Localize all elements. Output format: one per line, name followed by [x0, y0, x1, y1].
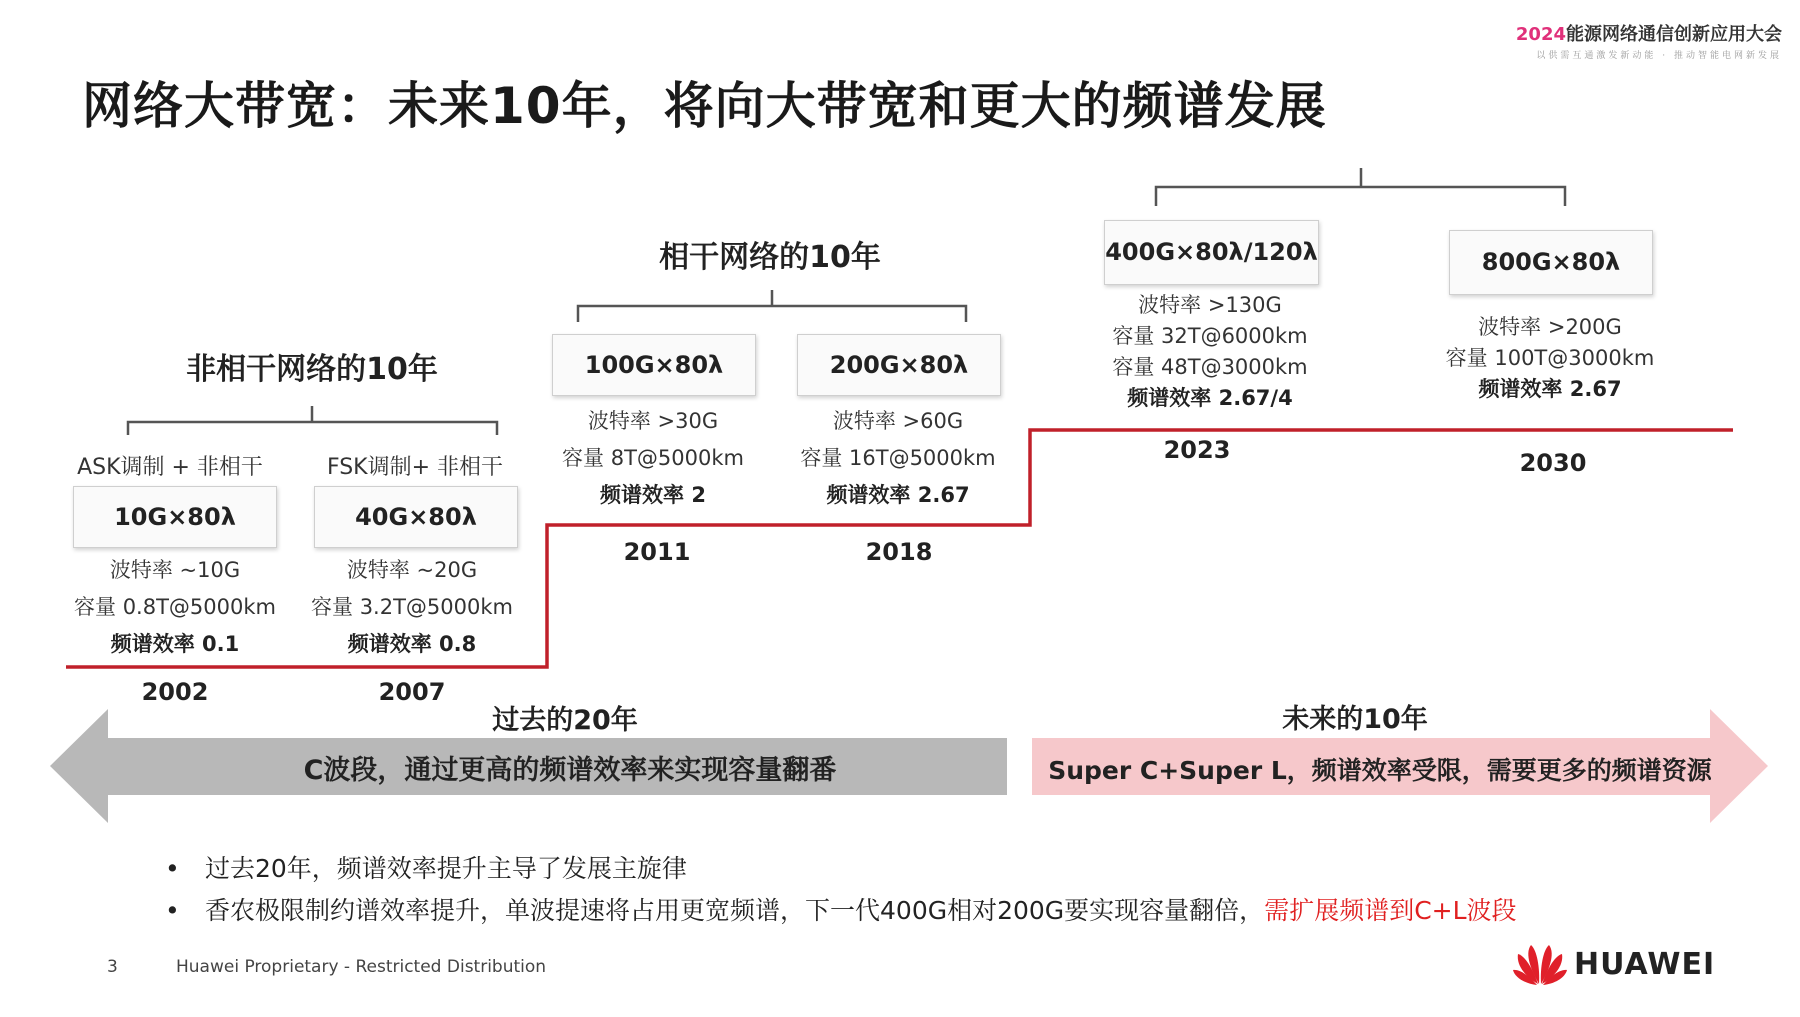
stage-2018-baud: 波特率 >60G	[832, 409, 964, 433]
stage-2030-capacity: 容量 100T@3000km	[1445, 346, 1655, 370]
future-arrow-title: 未来的10年	[1282, 704, 1428, 735]
stage-2018-year: 2018	[865, 538, 933, 566]
stage-2002-year: 2002	[141, 678, 209, 706]
event-year: 2024	[1515, 24, 1566, 45]
stage-2011-baud: 波特率 >30G	[587, 409, 719, 433]
stage-2007-capacity: 容量 3.2T@5000km	[311, 595, 513, 619]
stage-2023-capacity-6000: 容量 32T@6000km	[1112, 324, 1308, 348]
bullet-item: • 香农极限制约谱效率提升，单波提速将占用更宽频谱，下一代400G相对200G要实现容量翻倍，需扩展频谱到C+L波段	[165, 896, 1517, 925]
bullet-item: • 过去20年，频谱效率提升主导了发展主旋律	[165, 854, 687, 883]
stage-2018-efficiency: 频谱效率 2.67	[826, 483, 970, 507]
bullet-text: 香农极限制约谱效率提升，单波提速将占用更宽频谱，下一代400G相对200G要实现容量翻倍，	[205, 896, 1265, 925]
stage-2030-baud: 波特率 >200G	[1478, 315, 1622, 339]
stage-2007-efficiency: 频谱效率 0.8	[347, 632, 477, 656]
footer-note: Huawei Proprietary - Restricted Distribution	[176, 957, 547, 977]
group-label-coherent: 相干网络的10年	[659, 240, 881, 275]
past-arrow-text: C波段，通过更高的频谱效率来实现容量翻番	[303, 755, 837, 786]
huawei-wordmark: HUAWEI	[1574, 946, 1716, 982]
stage-2023-box: 400G×80λ/120λ	[1104, 220, 1319, 285]
bracket-coherent	[578, 290, 966, 322]
stage-2002-modulation: ASK调制 + 非相干	[77, 455, 263, 480]
bullet-highlight: 需扩展频谱到C+L波段	[1264, 896, 1517, 925]
stage-2030-box: 800G×80λ	[1449, 230, 1653, 295]
stage-2007-modulation: FSK调制+ 非相干	[326, 455, 504, 480]
event-tagline: 以供需互通激发新动能 · 推动智能电网新发展	[1536, 51, 1782, 61]
bullet-list	[165, 848, 1517, 932]
huawei-logo	[1512, 942, 1715, 986]
stage-2011-efficiency: 频谱效率 2	[600, 483, 706, 507]
stage-2002-info	[50, 552, 300, 663]
stage-2002-capacity: 容量 0.8T@5000km	[74, 595, 276, 619]
page-title: 网络大带宽：未来10年，将向大带宽和更大的频谱发展	[82, 77, 1327, 135]
stage-2007-info	[287, 552, 537, 663]
future-arrow-text: Super C+Super L，频谱效率受限，需要更多的频谱资源	[1048, 756, 1712, 785]
past-arrow-title: 过去的20年	[492, 705, 638, 736]
stage-2007-year: 2007	[378, 678, 446, 706]
stage-2011-year: 2011	[623, 538, 691, 566]
page-number: 3	[107, 957, 118, 977]
stage-2018-info	[773, 403, 1023, 514]
stage-2023-efficiency: 频谱效率 2.67/4	[1127, 386, 1293, 410]
stage-2011-info	[528, 403, 778, 514]
huawei-petal-icon	[1512, 942, 1568, 986]
bullet-text: 过去20年，频谱效率提升主导了发展主旋律	[205, 854, 687, 883]
stage-2018-capacity: 容量 16T@5000km	[800, 446, 996, 470]
group-label-noncoherent: 非相干网络的10年	[186, 352, 438, 387]
stage-2002-baud: 波特率 ~10G	[109, 558, 241, 582]
stage-2007-baud: 波特率 ~20G	[346, 558, 478, 582]
stage-2011-box: 100G×80λ	[552, 334, 756, 396]
stage-2002-box: 10G×80λ	[73, 486, 277, 548]
stage-2023-info	[1080, 290, 1340, 414]
stage-2023-capacity-3000: 容量 48T@3000km	[1112, 355, 1308, 379]
stage-2018-box: 200G×80λ	[797, 334, 1001, 396]
stage-2002-efficiency: 频谱效率 0.1	[110, 632, 240, 656]
stage-2030-efficiency: 频谱效率 2.67	[1478, 377, 1622, 401]
stage-2030-info	[1425, 312, 1675, 405]
bracket-noncoherent	[128, 406, 497, 435]
stage-2023-baud: 波特率 >130G	[1138, 293, 1282, 317]
bracket-future	[1156, 168, 1565, 206]
event-name: 能源网络通信创新应用大会	[1566, 24, 1782, 45]
stage-2011-capacity: 容量 8T@5000km	[562, 446, 744, 470]
stage-2023-year: 2023	[1163, 436, 1231, 464]
stage-2007-box: 40G×80λ	[314, 486, 518, 548]
stage-2030-year: 2030	[1519, 449, 1587, 477]
